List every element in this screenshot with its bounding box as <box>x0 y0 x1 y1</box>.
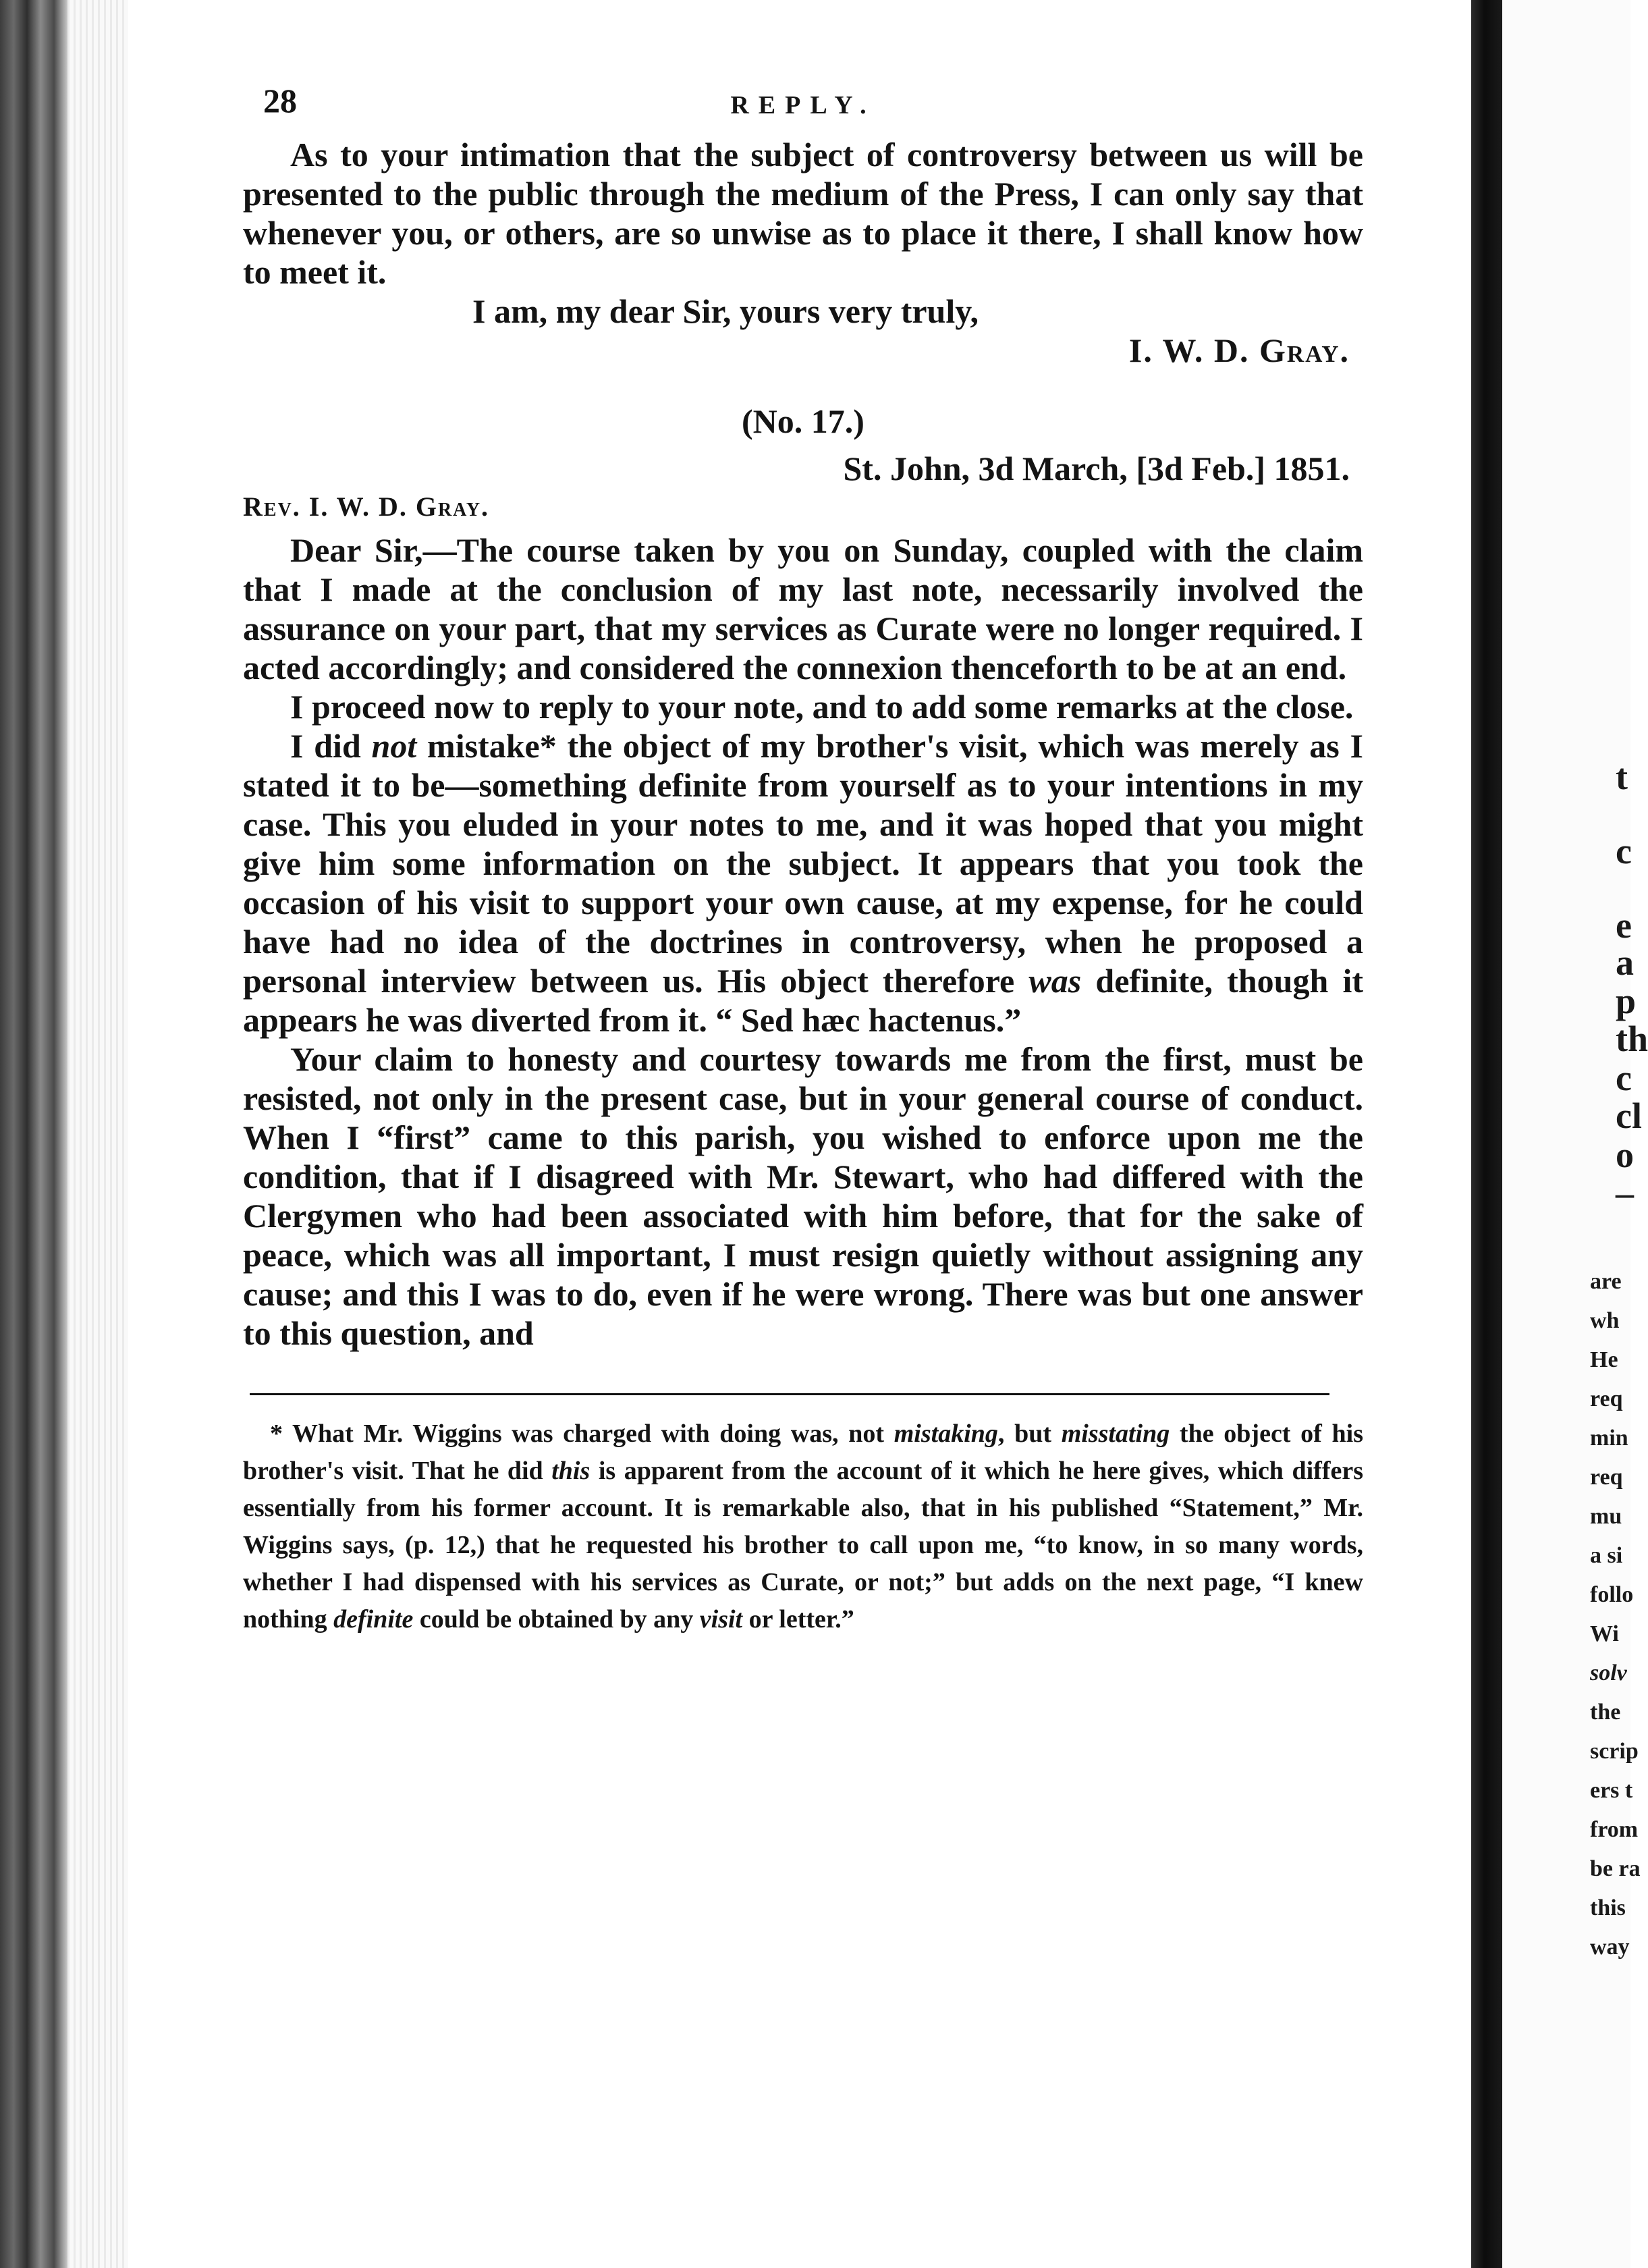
signature <box>243 331 1363 370</box>
adjacent-fragment: follo <box>1590 1582 1634 1607</box>
paragraph: Your claim to honesty and courtesy towards me from the first, must be resisted, not only in the present case, but in your general course of conduct. When I “first” came to this parish, you wished to enforce upon me the condition, that if I disagreed with Mr. Stewart, who had differed with the Clergymen who had been associated with him before, that for the sake of peace, which was all important, I must resign quietly without assigning any cause; and this I was to do, even if he were wrong. There was but one answer to this question, and <box>243 1040 1363 1352</box>
italic-text: visit <box>699 1605 743 1634</box>
running-title: REPLY. <box>730 91 876 119</box>
adjacent-fragment: min <box>1590 1426 1628 1451</box>
adjacent-fragment: way <box>1590 1935 1630 1960</box>
italic-text: mistaking <box>894 1420 998 1448</box>
text-run: is apparent from the account of it which he here gives, which differs essentially from his former account. It is remarkable also, that in his published “Statement,” Mr. Wiggins says, (p. 12,) that he requested his brother to call upon me, “to know, in so many words, whether I had dispensed with his services as Curate, or not;” but adds on the next page, “I knew nothing <box>243 1457 1364 1634</box>
adjacent-fragment: – <box>1616 1172 1634 1213</box>
page-edge-stack <box>67 0 128 2268</box>
adjacent-fragment: c <box>1616 1058 1632 1098</box>
page-gutter <box>1471 0 1502 2268</box>
adjacent-fragment: req <box>1590 1386 1623 1411</box>
letter-closing: I am, my dear Sir, yours very truly, <box>472 292 979 330</box>
italic-text: this <box>551 1457 590 1485</box>
adjacent-fragment: this <box>1590 1895 1626 1920</box>
adjacent-fragment: Wi <box>1590 1621 1619 1646</box>
adjacent-fragment: p <box>1616 981 1637 1021</box>
text-run: , but <box>997 1420 1062 1448</box>
italic-text: not <box>371 727 417 765</box>
adjacent-fragment: t <box>1616 757 1628 797</box>
text-run: the object of his brother's visit. That he did <box>243 1420 1363 1485</box>
text-run: could be obtained by any <box>413 1605 700 1634</box>
adjacent-fragment: a <box>1616 942 1634 983</box>
adjacent-fragment: solv <box>1590 1660 1627 1685</box>
text-run: definite, though it appears he was diverted from it. “ Sed hæc hactenus.” <box>243 962 1363 1039</box>
adjacent-fragment: from <box>1590 1817 1639 1842</box>
adjacent-fragment: o <box>1616 1135 1634 1175</box>
letter-dateline: St. John, 3d March, [3d Feb.] 1851. <box>843 450 1350 487</box>
letter-addressee <box>243 490 1363 524</box>
adjacent-fragment: e <box>1616 905 1632 946</box>
adjacent-fragment: th <box>1616 1019 1648 1059</box>
adjacent-fragment: a si <box>1590 1543 1623 1568</box>
italic-text: definite <box>333 1605 414 1634</box>
footnote-rule <box>250 1393 1329 1395</box>
page-header <box>243 74 1363 135</box>
signature-name: I. W. D. Gray. <box>1128 331 1350 369</box>
footnote <box>243 1415 1363 1638</box>
paragraph <box>243 726 1363 1040</box>
adjacent-fragment: req <box>1590 1465 1623 1490</box>
italic-text: was <box>1028 962 1082 1000</box>
letter-number: (No. 17.) <box>742 402 864 440</box>
italic-text: misstating <box>1061 1420 1170 1448</box>
text-run: I did <box>290 727 372 765</box>
adjacent-fragment: scrip <box>1590 1739 1639 1764</box>
adjacent-fragment: c <box>1616 831 1632 871</box>
adjacent-fragment: He <box>1590 1347 1618 1372</box>
adjacent-fragment: cl <box>1616 1096 1642 1136</box>
adjacent-page-strip <box>1502 0 1648 2268</box>
text-run: mistake* the object of my brother's visit, which was merely as I stated it to be—something definite from yourself as to your intentions in my case. This you eluded in your notes to me, and it was hoped that you might give him some information on the subject. It appears that you took the occasion of his visit to support your own cause, at my expense, for he could have had no idea of the doctrines in controversy, when he proposed a personal interview between us. His object therefore <box>243 727 1363 1000</box>
adjacent-fragment: are <box>1590 1269 1622 1294</box>
text-run: * What Mr. Wiggins was charged with doing was, not <box>270 1420 894 1448</box>
addressee-name: Rev. I. W. D. Gray. <box>243 491 490 522</box>
text-run: or letter.” <box>742 1605 854 1634</box>
paragraph: I proceed now to reply to your note, and to add some remarks at the close. <box>290 688 1354 726</box>
paragraph: As to your intimation that the subject of controversy between us will be presented to the public through the medium of the Press, I can only say that whenever you, or others, are so unwise as to place it there, I shall know how to meet it. <box>243 136 1363 291</box>
page-number: 28 <box>263 82 297 119</box>
paragraph: Dear Sir,—The course taken by you on Sunday, coupled with the claim that I made at the conclusion of my last note, necessarily involved the assurance on your part, that my services as Curate were no longer required. I acted accordingly; and considered the connexion thenceforth to be at an end. <box>243 531 1363 686</box>
letter-16-ending <box>243 135 1363 292</box>
adjacent-fragment: the <box>1590 1700 1621 1725</box>
adjacent-fragment: mu <box>1590 1504 1622 1529</box>
footnote-text <box>243 1415 1363 1638</box>
letter-17-body <box>243 531 1363 1353</box>
binding-edge <box>0 0 67 2268</box>
adjacent-fragment: ers t <box>1590 1778 1633 1803</box>
adjacent-fragment: be ra <box>1590 1856 1641 1881</box>
adjacent-fragment: wh <box>1590 1308 1620 1333</box>
document-page <box>243 74 1363 1638</box>
